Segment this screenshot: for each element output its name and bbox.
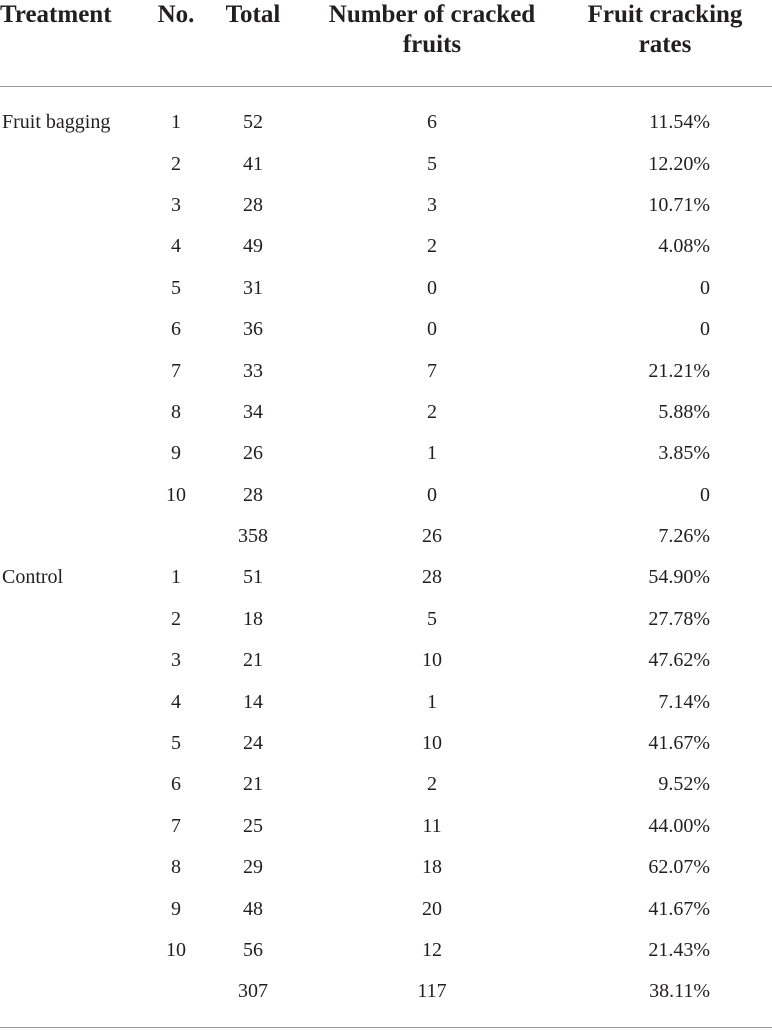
table-row	[0, 433, 772, 474]
table-row	[0, 640, 772, 681]
cell-no: 9	[171, 897, 181, 920]
cell-rate: 41.67%	[648, 732, 710, 755]
cell-no: 3	[171, 649, 181, 672]
cell-treatment	[0, 971, 152, 1012]
table-row	[0, 764, 772, 805]
cell-rate: 47.62%	[648, 649, 710, 672]
table-row	[0, 350, 772, 391]
summary-cracked: 117	[417, 980, 447, 1003]
table-row	[0, 930, 772, 971]
cell-total: 31	[243, 276, 263, 299]
header-cracked-line1: Number of cracked	[328, 1, 536, 28]
cell-rate: 0	[700, 318, 710, 341]
cell-treatment	[0, 847, 152, 888]
cell-no: 10	[166, 483, 186, 506]
cell-no: 4	[171, 690, 181, 713]
cell-cracked: 10	[422, 732, 442, 755]
header-treatment: Treatment	[0, 0, 152, 87]
cell-total: 33	[243, 359, 263, 382]
cell-no: 8	[171, 856, 181, 879]
cell-no: 6	[171, 773, 181, 796]
cell-cracked: 6	[427, 111, 437, 134]
cell-treatment	[0, 309, 152, 350]
cell-total: 18	[243, 607, 263, 630]
cell-rate: 11.54%	[649, 111, 710, 134]
cell-cracked: 11	[422, 814, 442, 837]
cell-cracked: 1	[427, 442, 437, 465]
cell-total: 52	[243, 111, 263, 134]
cell-total: 14	[243, 690, 263, 713]
cell-total: 29	[243, 856, 263, 879]
cell-no: 10	[166, 939, 186, 961]
table-row	[0, 723, 772, 764]
table-row	[0, 309, 772, 350]
cell-total: 51	[243, 566, 263, 589]
summary-row	[0, 971, 772, 1012]
summary-total: 358	[238, 525, 268, 548]
cell-treatment	[0, 350, 152, 391]
cell-rate: 41.67%	[648, 897, 710, 920]
cell-treatment	[0, 599, 152, 640]
table-row	[0, 681, 772, 722]
cell-total: 36	[243, 318, 263, 341]
cell-no: 8	[171, 400, 181, 423]
cell-total: 28	[243, 483, 263, 506]
cell-rate: 5.88%	[658, 400, 710, 423]
cell-no: 9	[171, 442, 181, 465]
cell-cracked: 2	[427, 400, 437, 423]
cell-cracked: 28	[422, 566, 442, 589]
cell-total: 21	[243, 773, 263, 796]
table-row	[0, 226, 772, 267]
cell-cracked: 2	[427, 235, 437, 258]
cell-cracked: 18	[422, 856, 442, 879]
cell-no: 7	[171, 359, 181, 382]
cell-no	[152, 516, 200, 557]
header-cracked-line2: fruits	[402, 31, 462, 58]
cell-rate: 9.52%	[658, 773, 710, 796]
cell-rate: 7.14%	[658, 690, 710, 713]
cell-no: 6	[171, 318, 181, 341]
cell-rate: 27.78%	[648, 607, 710, 630]
table-row	[0, 557, 772, 598]
cell-treatment	[0, 143, 152, 184]
cell-no: 7	[171, 814, 181, 837]
cell-total: 48	[243, 897, 263, 920]
cell-no: 1	[171, 566, 181, 589]
table-body	[0, 87, 772, 1013]
cell-treatment	[0, 764, 152, 805]
cell-total: 41	[243, 152, 263, 175]
cell-total: 26	[243, 442, 263, 465]
cell-total: 34	[243, 400, 263, 423]
cell-no: 3	[171, 193, 181, 216]
cell-cracked: 10	[422, 649, 442, 672]
summary-total: 307	[238, 980, 268, 1003]
cell-cracked: 3	[427, 193, 437, 216]
cell-rate: 44.00%	[648, 814, 710, 837]
cell-treatment	[0, 723, 152, 764]
cell-cracked: 20	[422, 897, 442, 920]
cell-rate: 62.07%	[648, 856, 710, 879]
cell-total: 49	[243, 235, 263, 258]
header-row	[0, 0, 772, 87]
cell-no: 2	[171, 607, 181, 630]
cell-treatment: Control	[2, 566, 64, 589]
summary-rate: 7.26%	[658, 525, 710, 548]
table-row	[0, 475, 772, 516]
table-row	[0, 847, 772, 888]
cell-cracked: 0	[427, 483, 437, 506]
cell-treatment	[0, 185, 152, 226]
cell-treatment	[0, 392, 152, 433]
cell-cracked: 5	[427, 607, 437, 630]
cell-total: 24	[243, 732, 263, 755]
cell-rate: 21.43%	[648, 939, 710, 961]
table-row	[0, 143, 772, 184]
cell-treatment	[0, 226, 152, 267]
table-row	[0, 268, 772, 309]
cell-rate: 21.21%	[648, 359, 710, 382]
cell-rate: 10.71%	[648, 193, 710, 216]
cell-cracked: 0	[427, 276, 437, 299]
table-row	[0, 806, 772, 847]
cell-no: 4	[171, 235, 181, 258]
cell-cracked: 7	[427, 359, 437, 382]
cell-treatment	[0, 806, 152, 847]
header-total: Total	[200, 0, 306, 87]
cell-no: 5	[171, 276, 181, 299]
table-bottom-rule	[0, 1027, 772, 1028]
cell-no	[152, 971, 200, 1012]
summary-row	[0, 516, 772, 557]
cell-treatment	[0, 433, 152, 474]
header-no: No.	[152, 0, 200, 87]
cell-rate: 0	[700, 276, 710, 299]
cell-treatment	[0, 516, 152, 557]
cell-rate: 54.90%	[648, 566, 710, 589]
cell-treatment	[0, 640, 152, 681]
cell-rate: 4.08%	[658, 235, 710, 258]
cell-cracked: 2	[427, 773, 437, 796]
cell-cracked: 0	[427, 318, 437, 341]
cell-treatment	[0, 268, 152, 309]
cell-treatment	[0, 475, 152, 516]
cell-cracked: 5	[427, 152, 437, 175]
cell-total: 21	[243, 649, 263, 672]
header-cracked-fruits	[306, 0, 558, 87]
table-row	[0, 392, 772, 433]
cell-no: 1	[171, 111, 181, 134]
cell-total: 25	[243, 814, 263, 837]
cell-treatment	[0, 888, 152, 929]
table-row	[0, 599, 772, 640]
table-row	[0, 102, 772, 143]
cell-rate: 3.85%	[658, 442, 710, 465]
header-rate-line1: Fruit cracking	[587, 1, 743, 28]
cell-no: 2	[171, 152, 181, 175]
cell-rate: 12.20%	[648, 152, 710, 175]
header-spacer	[0, 87, 772, 103]
cell-no: 5	[171, 732, 181, 755]
cell-treatment	[0, 681, 152, 722]
header-rate-line2: rates	[638, 31, 692, 58]
cell-treatment	[0, 930, 152, 971]
table-row	[0, 888, 772, 929]
summary-rate: 38.11%	[649, 980, 710, 1003]
summary-cracked: 26	[422, 525, 442, 548]
cell-total: 28	[243, 193, 263, 216]
table-header	[0, 0, 772, 87]
header-cracking-rates	[558, 0, 772, 87]
cell-total: 56	[243, 939, 263, 961]
cell-cracked: 1	[427, 690, 437, 713]
cell-rate: 0	[700, 483, 710, 506]
cell-cracked: 12	[422, 939, 442, 961]
table-row	[0, 185, 772, 226]
cell-treatment: Fruit bagging	[2, 111, 111, 134]
